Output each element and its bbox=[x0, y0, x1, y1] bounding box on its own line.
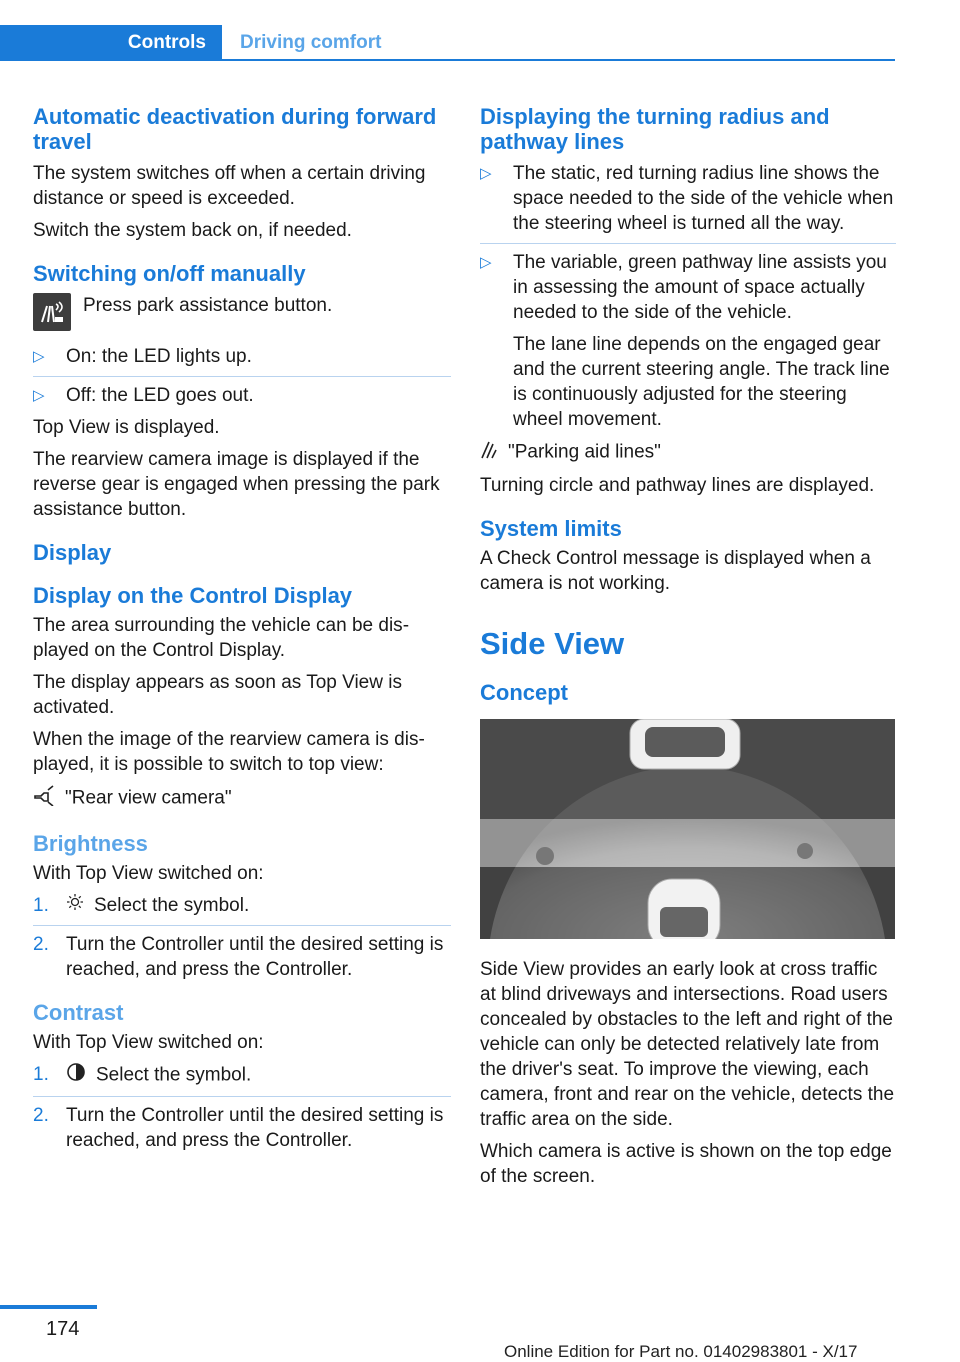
para-side-view-1: Side View provides an early look at cross traffic at blind driveways and intersections. Road users concealed by obstacles to the left and right of the vehicle can only be detected relatively late from the driver's seat. To improve the viewing, each camera, front and rear on the vehicle, detects the traffic area on the side. bbox=[480, 959, 895, 1130]
para-side-view-2: Which camera is active is shown on the top edge of the screen. bbox=[480, 1141, 892, 1187]
rear-view-camera-icon bbox=[33, 784, 55, 813]
turning-list bbox=[480, 161, 896, 432]
park-assist-instruction bbox=[33, 293, 451, 337]
tab-driving-comfort[interactable]: Driving comfort bbox=[240, 32, 382, 53]
para-rearcam: The rearview camera image is displayed if the reverse gear is engaged when pressing the park assistance button. bbox=[33, 449, 440, 520]
rear-view-camera-menu[interactable]: "Rear view camera" bbox=[33, 784, 451, 813]
list-item: 2. Turn the Controller until the desired setting is reached, and press the Controller. bbox=[33, 1096, 451, 1153]
contrast-steps bbox=[33, 1062, 451, 1153]
para-turning-circle: Turning circle and pathway lines are displayed. bbox=[480, 475, 875, 496]
header-rule bbox=[0, 59, 895, 61]
tab-controls[interactable]: Controls bbox=[0, 25, 222, 61]
heading-system-limits: System limits bbox=[480, 516, 622, 541]
side-view-illustration bbox=[480, 719, 895, 939]
heading-concept: Concept bbox=[480, 680, 568, 705]
para-contrast: With Top View switched on: bbox=[33, 1032, 264, 1054]
heading-contrast: Contrast bbox=[33, 1000, 124, 1026]
footer-rule bbox=[0, 1305, 97, 1309]
chapter-header bbox=[0, 25, 895, 60]
triangle-bullet-icon: ▷ bbox=[480, 254, 492, 271]
heading-display-control: Display on the Control Display bbox=[33, 583, 353, 608]
para-topview: Top View is displayed. bbox=[33, 417, 220, 438]
heading-switch-manual: Switching on/off manually bbox=[33, 261, 306, 286]
list-item: 1. Select the symbol. bbox=[33, 893, 451, 918]
parking-aid-lines-menu[interactable]: "Parking aid lines" bbox=[480, 439, 896, 466]
triangle-bullet-icon: ▷ bbox=[480, 165, 492, 182]
parking-aid-lines-icon bbox=[480, 439, 498, 466]
heading-brightness: Brightness bbox=[33, 831, 148, 856]
edition-note: Online Edition for Part no. 01402983801 - X/17 bbox=[504, 1342, 858, 1361]
heading-auto-deactivation: Automatic deactivation during forward travel bbox=[33, 104, 437, 154]
park-assistance-button-icon bbox=[33, 293, 71, 331]
heading-display: Display bbox=[33, 540, 112, 565]
list-item: ▷ On: the LED lights up. bbox=[33, 346, 252, 367]
press-park-button-text: Press park assistance button. bbox=[83, 295, 333, 316]
contrast-icon[interactable] bbox=[66, 1062, 86, 1089]
list-item: 1. Select the symbol. bbox=[33, 1062, 451, 1089]
right-column bbox=[480, 104, 896, 1189]
list-item: 2. Turn the Controller until the desired setting is reached, and press the Controller. bbox=[33, 925, 451, 982]
para-display-2: The display appears as soon as Top View is activated. bbox=[33, 672, 402, 718]
triangle-bullet-icon: ▷ bbox=[33, 387, 45, 404]
page-number: 174 bbox=[46, 1318, 80, 1340]
heading-turning-radius: Displaying the turning radius and pathway lines bbox=[480, 104, 830, 154]
para-display-3: When the image of the rearview camera is displayed, it is possible to switch to top view: bbox=[33, 729, 425, 775]
para-brightness: With Top View switched on: bbox=[33, 863, 264, 884]
triangle-bullet-icon: ▷ bbox=[33, 348, 45, 365]
left-column bbox=[33, 104, 451, 1153]
list-item: ▷ The static, red turning radius line shows the space needed to the side of the vehicle when the steering wheel is turned all the way. bbox=[480, 163, 894, 234]
heading-side-view: Side View bbox=[480, 626, 625, 661]
list-item: ▷ The variable, green pathway line assists you in assessing the amount of space actually needed to the side of the vehicle. The lane line depends on the engaged gear and the current steering angle. The track line is continuously adjusted for the steering wheel movement. bbox=[480, 243, 896, 432]
para-lane-line: The lane line depends on the engaged gear and the current steering angle. The track line is continuously adjusted for the steering wheel movement. bbox=[513, 334, 890, 430]
para-system-limits: A Check Control message is displayed when a camera is not working. bbox=[480, 548, 871, 594]
para-auto-1: The system switches off when a certain driving distance or speed is exceeded. bbox=[33, 163, 426, 209]
para-display-1: The area surrounding the vehicle can be displayed on the Control Display. bbox=[33, 615, 410, 661]
list-item: ▷ Off: the LED goes out. bbox=[33, 376, 451, 408]
para-auto-2: Switch the system back on, if needed. bbox=[33, 220, 352, 241]
brightness-steps bbox=[33, 893, 451, 982]
brightness-sun-icon[interactable] bbox=[66, 893, 84, 918]
led-list bbox=[33, 344, 451, 408]
